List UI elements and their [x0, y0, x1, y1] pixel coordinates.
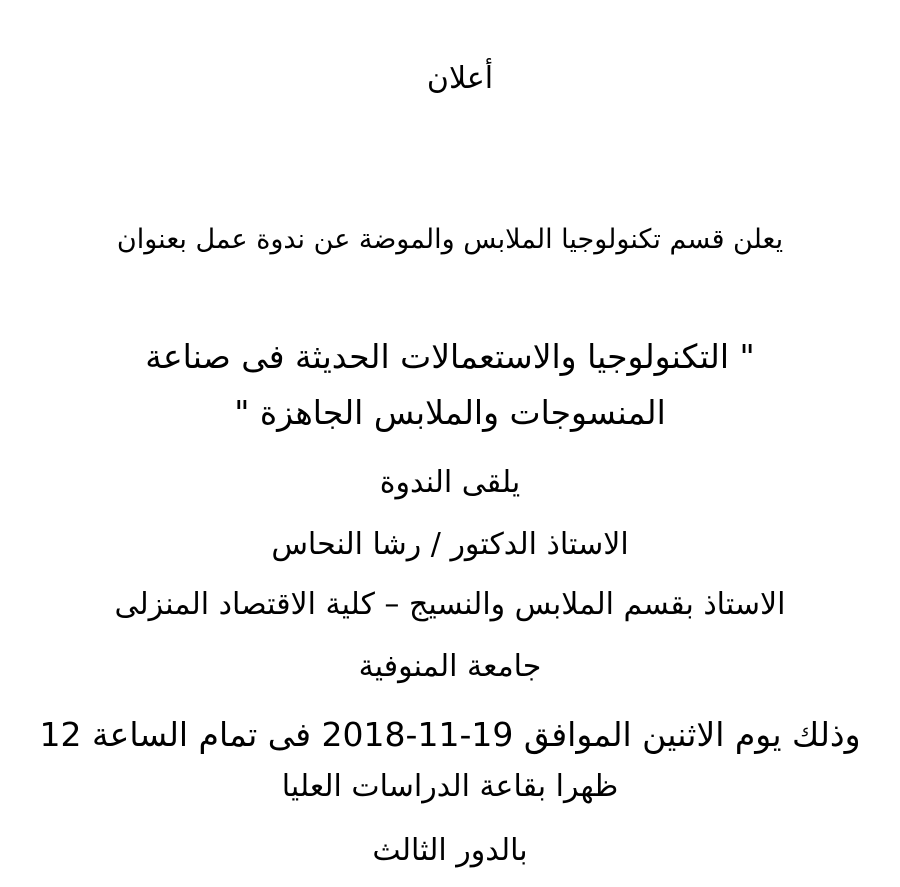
university-name: جامعة المنوفية: [358, 649, 542, 684]
seminar-topic-line-1: " التكنولوجيا والاستعمالات الحديثة فى صناعة: [145, 337, 755, 376]
lecturer-position: الاستاذ بقسم الملابس والنسيج – كلية الاقتصاد المنزلى: [114, 587, 786, 622]
announcement-intro: يعلن قسم تكنولوجيا الملابس والموضة عن ندوة عمل بعنوان: [116, 224, 784, 255]
announcement-title: أعلان: [426, 61, 494, 96]
seminar-topic-line-2: المنسوجات والملابس الجاهزة ": [234, 393, 666, 432]
seminar-date: وذلك يوم الاثنين الموافق 19-11-2018 فى تمام الساعة 12: [39, 715, 861, 754]
seminar-venue: ظهرا بقاعة الدراسات العليا: [281, 769, 619, 804]
seminar-floor: بالدور الثالث: [372, 833, 528, 868]
lecturer-name: الاستاذ الدكتور / رشا النحاس: [271, 527, 629, 562]
lecturer-label: يلقى الندوة: [379, 465, 521, 500]
